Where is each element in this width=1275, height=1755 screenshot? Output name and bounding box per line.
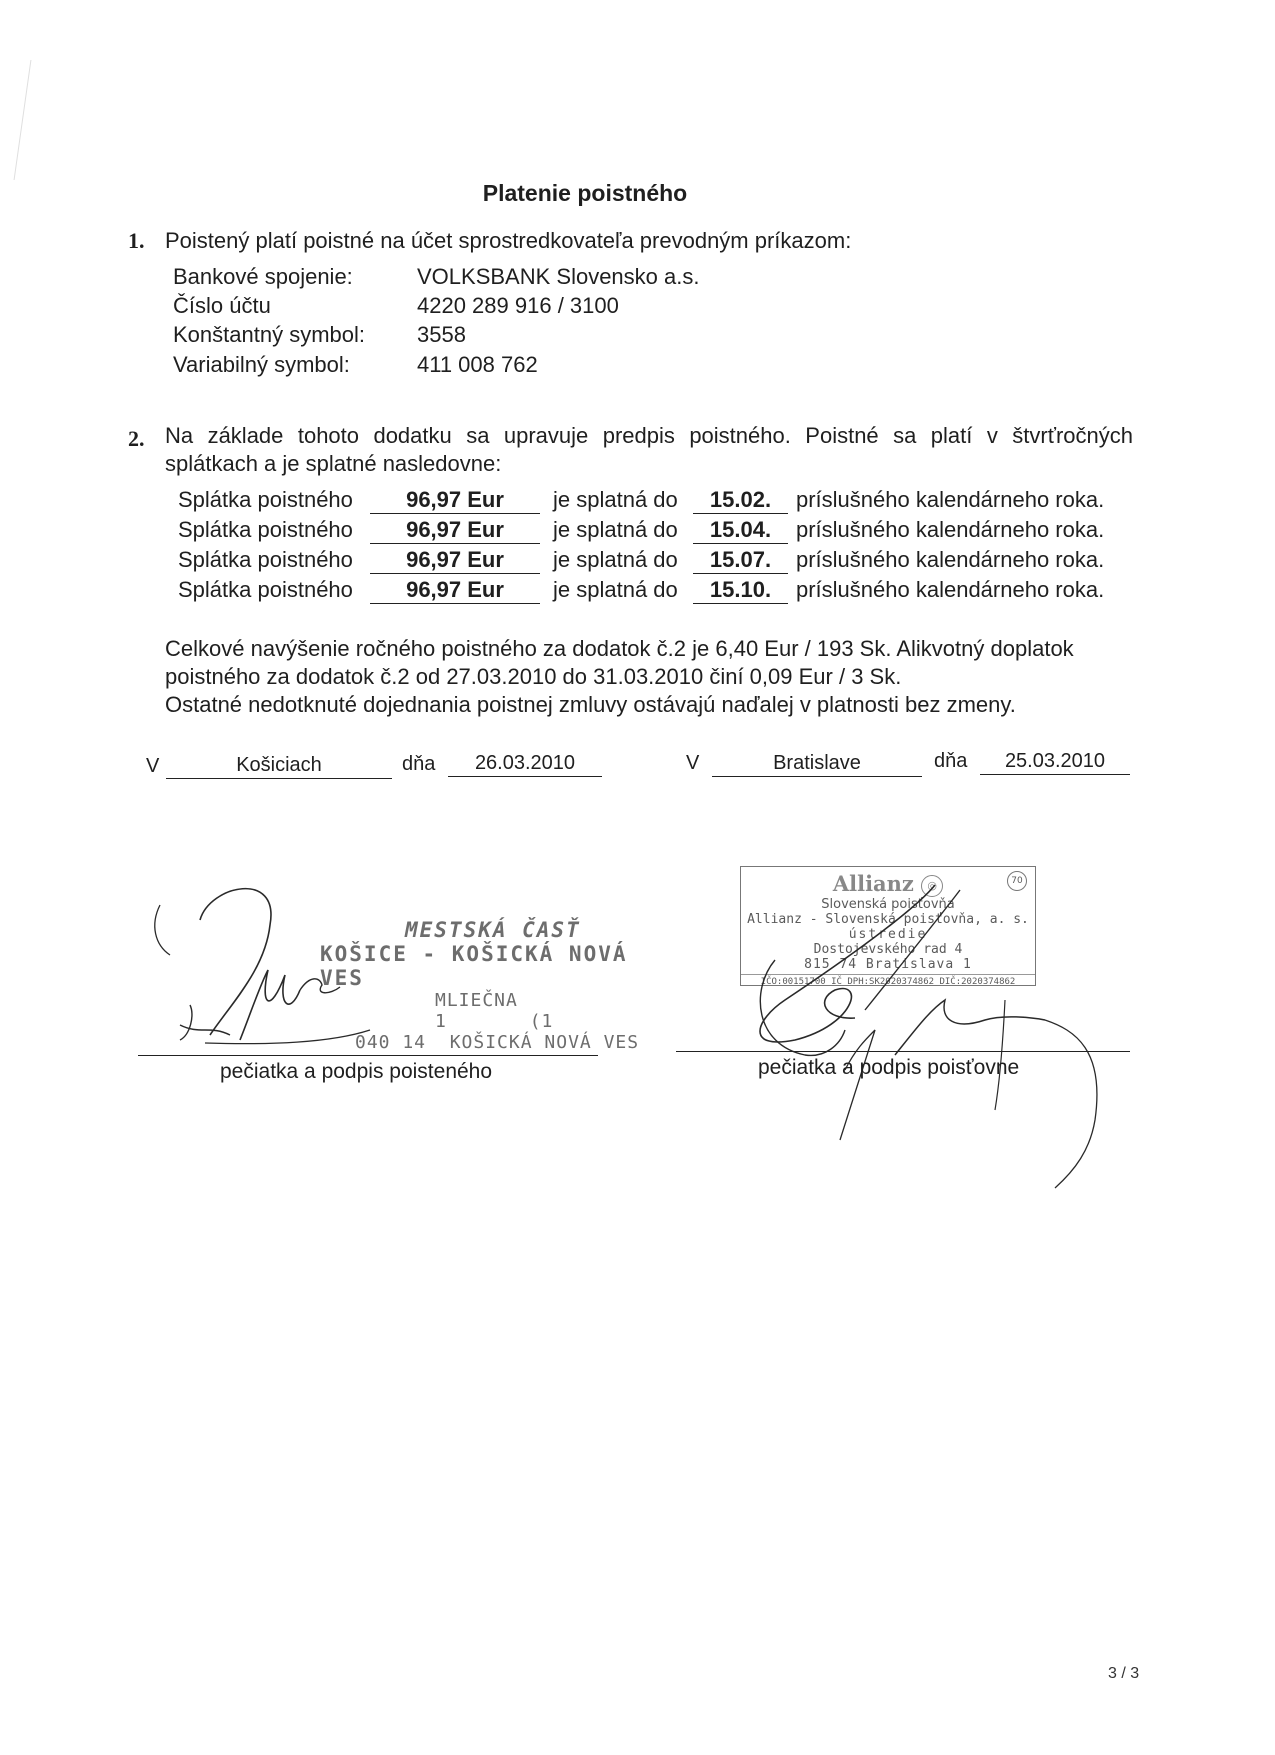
installment-due: 15.04. — [693, 517, 788, 544]
variable-symbol-row — [173, 352, 873, 382]
installment-row — [178, 547, 1138, 577]
insurer-signature-line — [676, 1051, 1130, 1052]
place-left-value: Košiciach — [166, 752, 392, 779]
installment-suffix: príslušného kalendárneho roka. — [796, 517, 1105, 542]
installment-due: 15.10. — [693, 577, 788, 604]
installment-mid: je splatná do — [553, 487, 678, 512]
summary-line-1: Celkové navýšenie ročného poistného za dodatok č.2 je 6,40 Eur / 193 Sk. Alikvotný doplatok — [165, 636, 1074, 661]
section-1-text: Poistený platí poistné na účet sprostredkovateľa prevodným príkazom: — [165, 228, 852, 253]
constant-symbol-value: 3558 — [417, 322, 466, 347]
installment-suffix: príslušného kalendárneho roka. — [796, 487, 1105, 512]
page-title: Platenie poistného — [482, 180, 688, 206]
bank-row — [173, 264, 873, 294]
date-right-prefix: dňa — [934, 750, 968, 772]
installment-amount: 96,97 Eur — [370, 547, 540, 574]
installment-row — [178, 577, 1138, 607]
page-edge-mark — [0, 60, 31, 180]
account-value: 4220 289 916 / 3100 — [417, 293, 619, 318]
installment-label: Splátka poistného — [178, 547, 353, 572]
bank-label: Bankové spojenie: — [173, 264, 353, 289]
section-2-line-1: Na základe tohoto dodatku sa upravuje predpis poistného. Poistné sa platí v štvrťročných — [165, 423, 1133, 448]
section-2-number: 2. — [128, 426, 145, 451]
insurer-signature-caption: pečiatka a podpis poisťovne — [758, 1056, 1020, 1079]
installment-suffix: príslušného kalendárneho roka. — [796, 547, 1105, 572]
date-left-value: 26.03.2010 — [448, 750, 602, 777]
installment-mid: je splatná do — [553, 577, 678, 602]
date-left-prefix: dňa — [402, 753, 436, 775]
installment-due: 15.02. — [693, 487, 788, 514]
installment-amount: 96,97 Eur — [370, 517, 540, 544]
installment-label: Splátka poistného — [178, 577, 353, 602]
place-date-row — [0, 752, 1275, 792]
summary-line-3: Ostatné nedotknuté dojednania poistnej zmluvy ostávajú naďalej v platnosti bez zmeny. — [165, 692, 1016, 717]
installment-label: Splátka poistného — [178, 517, 353, 542]
account-row — [173, 293, 873, 323]
place-right-prefix: V — [686, 752, 700, 774]
insured-signature-line — [138, 1055, 598, 1056]
constant-symbol-row — [173, 322, 873, 352]
installment-due: 15.07. — [693, 547, 788, 574]
installment-row — [178, 487, 1138, 517]
insured-signature-caption: pečiatka a podpis poisteného — [220, 1060, 493, 1083]
date-right-value: 25.03.2010 — [980, 748, 1130, 775]
installment-schedule — [178, 487, 1138, 607]
place-left-prefix: V — [146, 755, 160, 777]
section-1-number: 1. — [128, 228, 145, 253]
installment-row — [178, 517, 1138, 547]
place-right-value: Bratislave — [712, 750, 922, 777]
insured-signature — [150, 865, 450, 1055]
bank-value: VOLKSBANK Slovensko a.s. — [417, 264, 700, 289]
installment-amount: 96,97 Eur — [370, 487, 540, 514]
installment-suffix: príslušného kalendárneho roka. — [796, 577, 1105, 602]
constant-symbol-label: Konštantný symbol: — [173, 322, 365, 347]
account-label: Číslo účtu — [173, 293, 271, 318]
installment-mid: je splatná do — [553, 517, 678, 542]
insurer-stamp: Allianz ◎ 70 Slovenská poisťovňa Allianz - Slovenská poisťovňa, a. s. ústredie Dostojevského rad 4 815 74 Bratislava 1 IČO:00151700 IČ DPH:SK2020374862 DIČ:2020374862 — [740, 866, 1036, 986]
page-number: 3 / 3 — [1108, 1665, 1140, 1682]
section-2-line-2: splátkach a je splatné nasledovne: — [165, 451, 502, 476]
summary-line-2: poistného za dodatok č.2 od 27.03.2010 do 31.03.2010 činí 0,09 Eur / 3 Sk. — [165, 664, 902, 689]
variable-symbol-label: Variabilný symbol: — [173, 352, 350, 377]
installment-label: Splátka poistného — [178, 487, 353, 512]
variable-symbol-value: 411 008 762 — [417, 352, 538, 377]
installment-amount: 96,97 Eur — [370, 577, 540, 604]
municipal-stamp: MESTSKÁ ČASŤ KOŠICE - KOŠICKÁ NOVÁ VES MLIEČNA 1 (1 040 14 KOŠICKÁ NOVÁ VES — [320, 918, 640, 1053]
insurer-signature — [745, 870, 1135, 1200]
installment-mid: je splatná do — [553, 547, 678, 572]
